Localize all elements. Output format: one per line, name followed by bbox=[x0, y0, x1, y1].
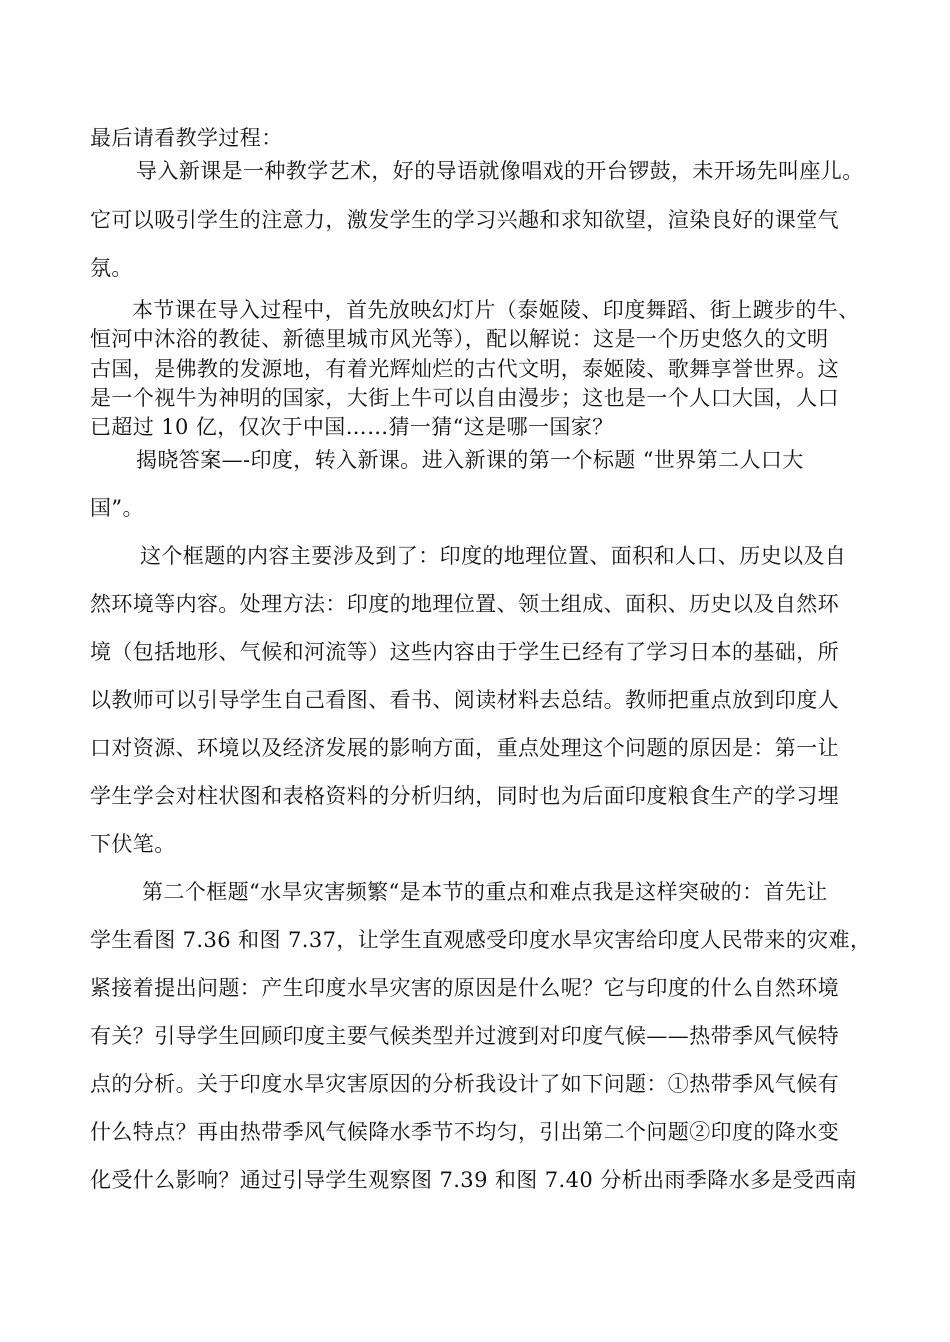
paragraph-line: 本节课在导入过程中，首先放映幻灯片（泰姬陵、印度舞蹈、街上踱步的牛、 bbox=[132, 298, 860, 322]
paragraph-line: 已超过 10 亿，仅次于中国……猜一猜“这是哪一国家？ bbox=[90, 415, 614, 439]
paragraph-line: 紧接着提出问题：产生印度水旱灾害的原因是什么呢？它与印度的什么自然环境 bbox=[90, 976, 839, 1000]
paragraph-line: 古国，是佛教的发源地，有着光辉灿烂的古代文明，泰姬陵、歌舞享誉世界。这 bbox=[90, 357, 839, 381]
paragraph-line: 是一个视牛为神明的国家，大街上牛可以自由漫步；这也是一个人口大国，人口 bbox=[90, 386, 839, 410]
paragraph-line: 恒河中沐浴的教徒、新德里城市风光等），配以解说：这是一个历史悠久的文明 bbox=[90, 327, 829, 351]
paragraph-line: 国”。 bbox=[90, 496, 144, 520]
paragraph-line: 第二个框题“水旱灾害频繁“是本节的重点和难点我是这样突破的：首先让 bbox=[142, 880, 828, 904]
paragraph-line: 有关？引导学生回顾印度主要气候类型并过渡到对印度气候——热带季风气候特 bbox=[90, 1024, 839, 1048]
paragraph-line: 它可以吸引学生的注意力，激发学生的学习兴趣和求知欲望，渲染良好的课堂气 bbox=[90, 208, 839, 232]
paragraph-line: 学生看图 7.36 和图 7.37，让学生直观感受印度水旱灾害给印度人民带来的灾难， bbox=[90, 928, 872, 952]
paragraph-line: 境（包括地形、气候和河流等）这些内容由于学生已经有了学习日本的基础，所 bbox=[90, 640, 839, 664]
section-heading: 最后请看教学过程： bbox=[90, 126, 283, 150]
paragraph-line: 化受什么影响？通过引导学生观察图 7.39 和图 7.40 分析出雨季降水多是受西南 bbox=[90, 1168, 858, 1192]
paragraph-line: 学生学会对柱状图和表格资料的分析归纳，同时也为后面印度粮食生产的学习埋 bbox=[90, 784, 839, 808]
paragraph-line: 氛。 bbox=[90, 256, 133, 280]
paragraph-line: 以教师可以引导学生自己看图、看书、阅读材料去总结。教师把重点放到印度人 bbox=[90, 688, 839, 712]
paragraph-line: 下伏笔。 bbox=[90, 832, 176, 856]
paragraph-line: 这个框题的内容主要涉及到了：印度的地理位置、面积和人口、历史以及自 bbox=[140, 544, 847, 568]
paragraph-line: 点的分析。关于印度水旱灾害原因的分析我设计了如下问题：①热带季风气候有 bbox=[90, 1072, 839, 1096]
paragraph-line: 揭晓答案—-印度，转入新课。进入新课的第一个标题 “世界第二人口大 bbox=[136, 448, 804, 472]
paragraph-line: 口对资源、环境以及经济发展的影响方面，重点处理这个问题的原因是：第一让 bbox=[90, 736, 839, 760]
paragraph-line: 什么特点？再由热带季风气候降水季节不均匀，引出第二个问题②印度的降水变 bbox=[90, 1120, 839, 1144]
paragraph-line: 导入新课是一种教学艺术，好的导语就像唱戏的开台锣鼓，未开场先叫座儿。 bbox=[136, 159, 864, 183]
paragraph-line: 然环境等内容。处理方法：印度的地理位置、领土组成、面积、历史以及自然环 bbox=[90, 592, 839, 616]
